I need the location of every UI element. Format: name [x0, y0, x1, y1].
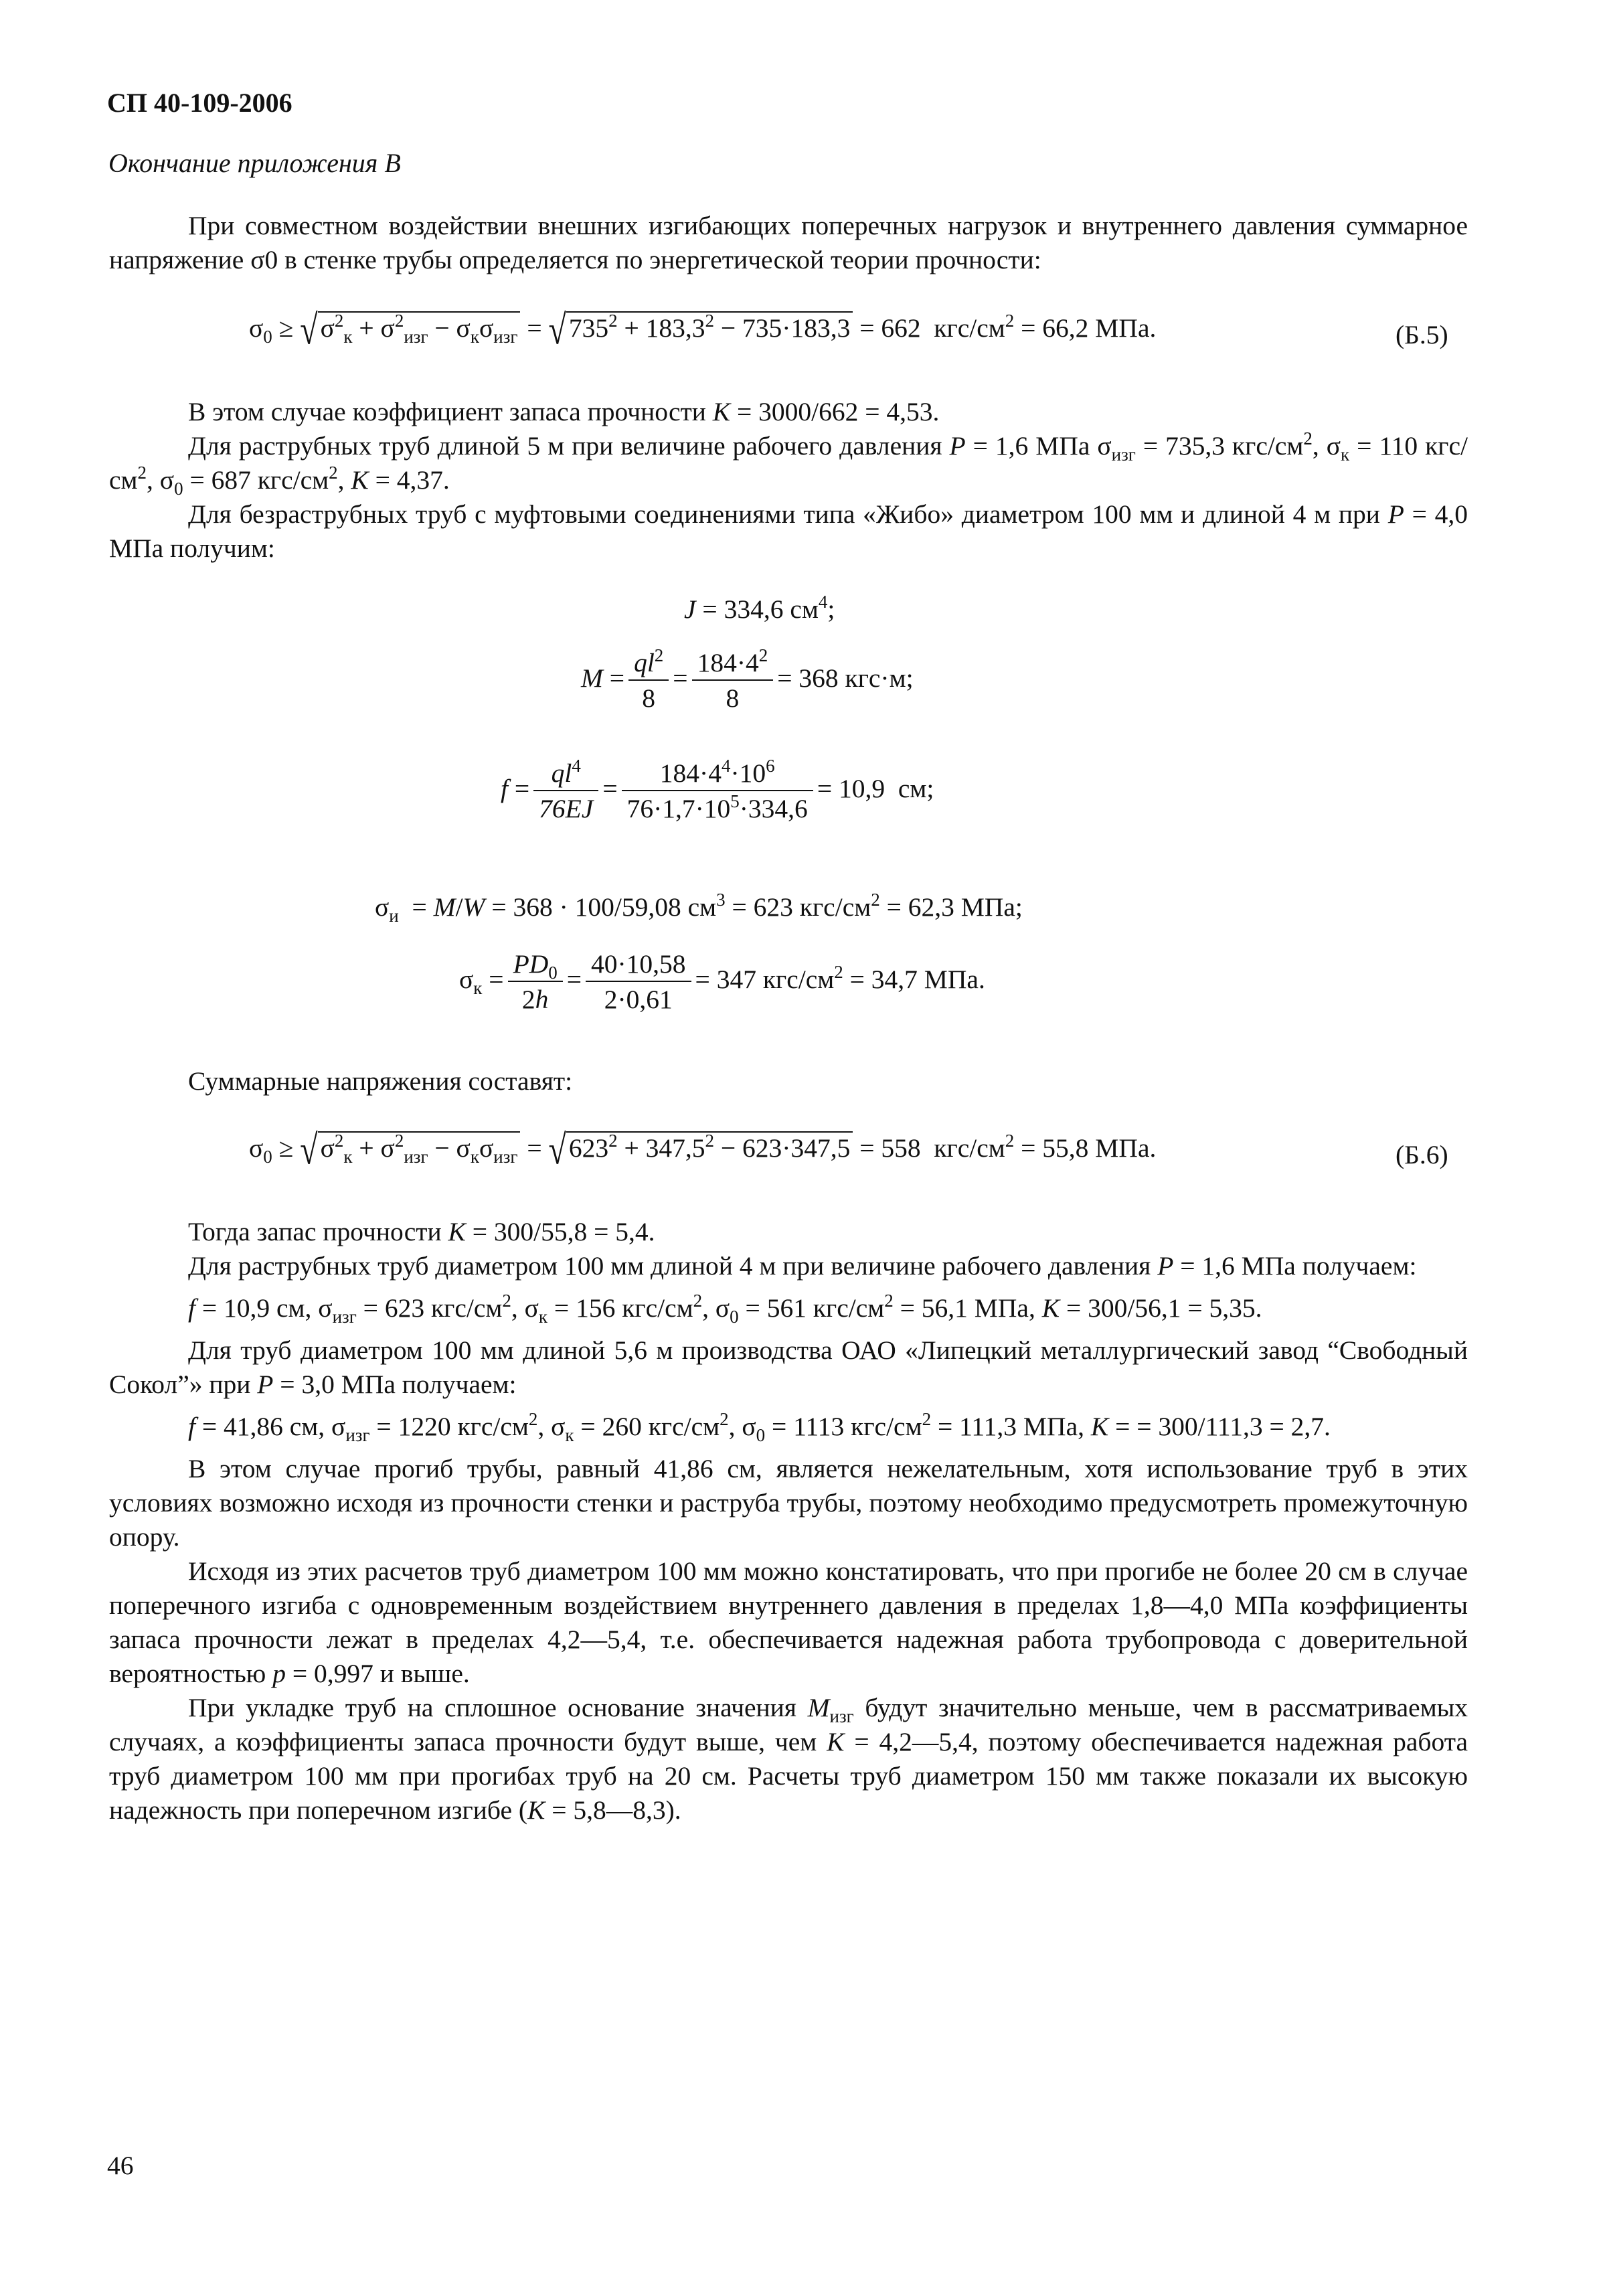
paragraph-last: При укладке труб на сплошное основание значения $M_{изг}$ будут значительно меньше, чем в рассматриваемых случаях, а коэффициенты запаса прочности будут выше, чем K = 4,2—5,4, поэтому обеспечивается надежная работа труб диаметром 100 мм при прогибах труб на 20 см. Расчеты труб диаметром 150 мм также показали их высокую надежность при поперечном изгибе (K = 5,8—8,3).: [109, 1693, 1468, 1825]
paragraph-text: При совместном воздействии внешних изгибающих поперечных нагрузок и внутреннего давления суммарное напряжение σ0 в стенке трубы определяется по энергетической теории прочности:: [109, 211, 1468, 274]
paragraph-length5: Для раструбных труб длиной 5 м при величине рабочего давления P = 1,6 МПа $\sigma_{изг} = 735,3$ кгс/$см^2$, $\sigma_к = 110$ кгс/$см^2$, $\sigma_0 = 687$ кгс/$см^2$, K = 4,37.: [109, 428, 1468, 499]
paragraph-zhibo: Для безраструбных труб с муфтовыми соединениями типа «Жибо» диаметром 100 мм и длиной 4 м при P = 4,0 МПа получим:: [109, 499, 1468, 563]
paragraph-k2: Тогда запас прочности K = 300/55,8 = 5,4.: [188, 1217, 655, 1246]
paragraph-conclusion: Исходя из этих расчетов труб диаметром 100 мм можно констатировать, что при прогибе не более 20 см в случае поперечного изгиба с одновременным воздействием внутреннего давления в пределах 1,8—4,0 МПа коэффициенты запаса прочности лежат в пределах 4,2—5,4, т.е. обеспечивается надежная работа трубопровода с доверительной вероятностью p = 0,997 и выше.: [109, 1556, 1468, 1688]
equation-moment: M = $\frac{ql^2}{8}$ = $\frac{184\cdot 4^2}{8}$ = 368 кгс·м;: [581, 645, 914, 713]
equation-tag-b6: (Б.6): [1396, 1140, 1448, 1169]
appendix-note: Окончание приложения В: [108, 148, 401, 178]
paragraph-length4: Для раструбных труб диаметром 100 мм длиной 4 м при величине рабочего давления P = 1,6 МПа получаем:: [188, 1251, 1417, 1281]
paragraph-text: Суммарные напряжения составят:: [188, 1066, 573, 1096]
equation-sigma-i: $\sigma_и = M/W = 368 \cdot 100/59,08$ $см^3 = 623$ кгс/$см^2 = 62,3$ МПа;: [375, 890, 1023, 926]
document-code: СП 40-109-2006: [107, 88, 292, 118]
paragraph-intro: [109, 209, 1468, 277]
equation-inertia: J = 334,6 $см^4$;: [684, 592, 835, 624]
equation-tag-b5: (Б.5): [1396, 320, 1448, 349]
paragraph-lipetsk: Для труб диаметром 100 мм длиной 5,6 м производства ОАО «Липецкий металлургический завод “Свободный Сокол”» при P = 3,0 МПа получаем:: [109, 1335, 1468, 1399]
page-number: 46: [107, 2151, 134, 2180]
paragraph-block-3: [109, 1215, 1468, 1827]
equation-b6: $\sigma_0$ ≥ √ $\sigma^2_к + \sigma^2_{изг} - \sigma_к\sigma_{изг}$ = √ $623^2 + 347,5^2 - 623\cdot 347,5 = 558$ кгс/$см^2 = 55,8$ МПа.: [249, 1127, 1157, 1173]
paragraph-summary: [109, 1064, 1468, 1098]
paragraph-length4-values: f = 10,9 см, $\sigma_{изг} = 623$ кгс/$см^2$, $\sigma_к = 156$ кгс/$см^2$, $\sigma_0 = 561$ кгс/$см^2 = 56,1$ МПа, K = 300/56,1 = 5,35.: [188, 1291, 1262, 1327]
paragraph-lipetsk-values: f = 41,86 см, $\sigma_{изг} = 1220$ кгс/$см^2$, $\sigma_к = 260$ кгс/$см^2$, $\sigma_0 = 1113$ кгс/$см^2 = 111,3$ МПа, K = = 300/111,3 = 2,7.: [188, 1409, 1331, 1445]
paragraph-deflection: В этом случае прогиб трубы, равный 41,86 см, является нежелательным, хотя использование труб в этих условиях возможно исходя из прочности стенки и раструба трубы, поэтому необходимо предусмотреть промежуточную опору.: [109, 1454, 1468, 1552]
equation-b5: $\sigma_0$ ≥ √ $\sigma^2_к + \sigma^2_{изг} - \sigma_к\sigma_{изг}$ = √ $735^2 + 183,3^2 - 735\cdot 183,3 = 662$ кгс/$см^2 = 66,2$ МПа.: [249, 307, 1157, 353]
paragraph-block-2: [109, 395, 1468, 566]
equation-deflection: f = $\frac{ql^4}{76EJ}$ = $\frac{184\cdot 4^4\cdot 10^6}{76\cdot 1,7\cdot 10^5\cdot 334,6}$ = 10,9 см;: [501, 756, 934, 823]
equation-sigma-k: $\sigma_к$ = $\frac{PD_0}{2h}$ = $\frac{40\cdot 10,58}{2\cdot 0,61}$ = 347 кгс/$см^2 = 34,7$ МПа.: [459, 947, 985, 1017]
paragraph-k1: В этом случае коэффициент запаса прочности K = 3000/662 = 4,53.: [188, 397, 940, 426]
